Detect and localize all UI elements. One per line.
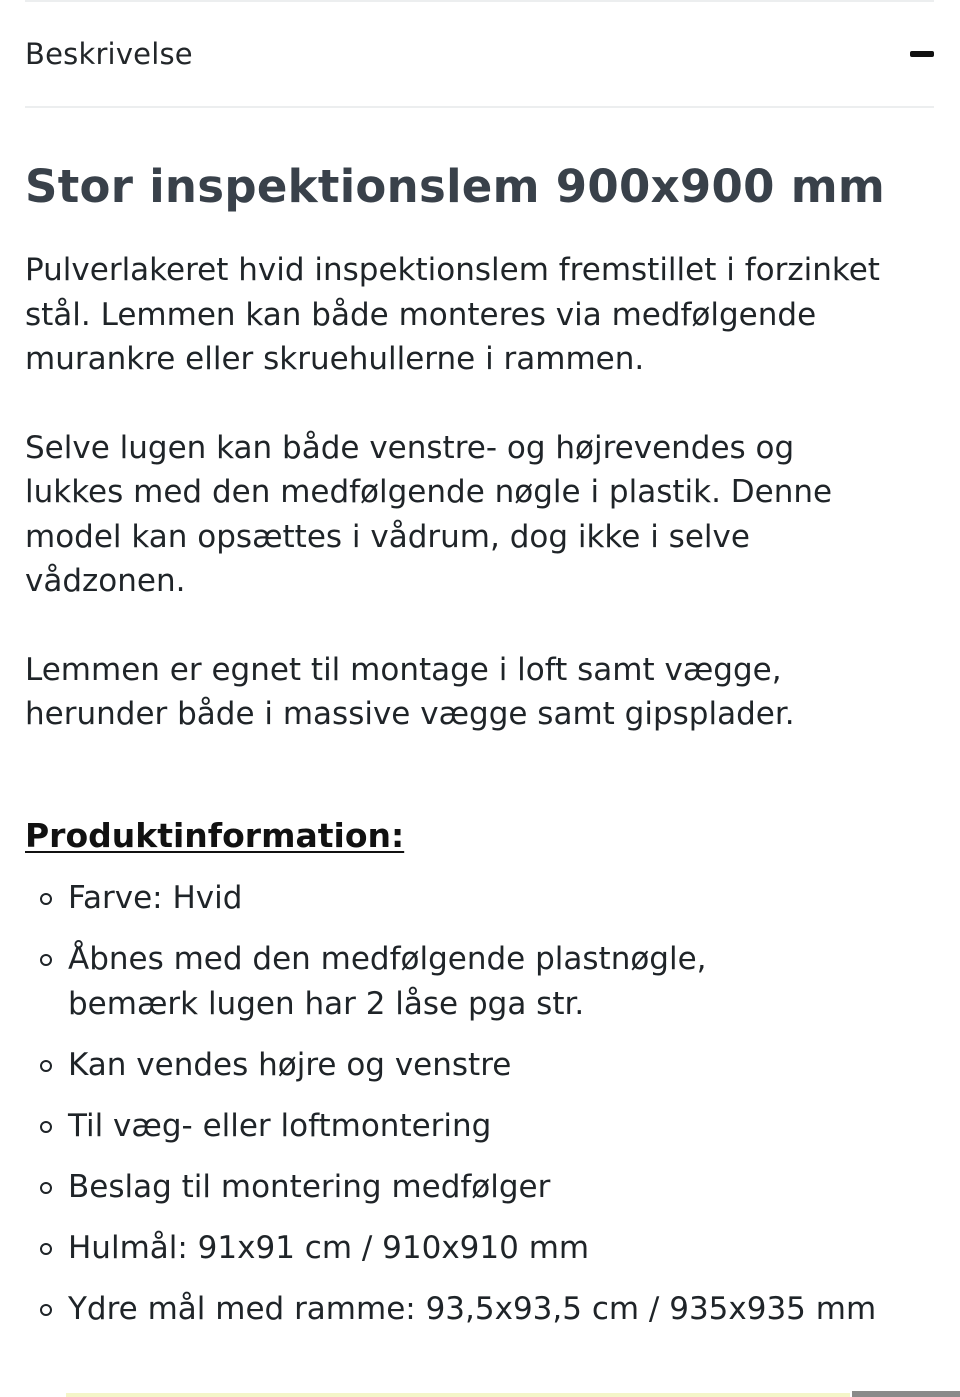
circle-bullet-icon	[40, 1243, 52, 1255]
minus-icon[interactable]	[910, 51, 934, 57]
description-paragraph: Pulverlakeret hvid inspektionslem fremstillet i forzinket stål. Lemmen kan både monteres via medfølgende murankre eller skruehullerne i rammen.	[25, 252, 880, 377]
circle-bullet-icon	[40, 893, 52, 905]
list-item	[25, 1165, 925, 1210]
list-item-text: Åbnes med den medfølgende plastnøgle,	[68, 940, 707, 977]
accordion-title: Beskrivelse	[25, 37, 193, 71]
list-item-text: Til væg- eller loftmontering	[68, 1107, 492, 1144]
bottom-scroll-indicator	[852, 1391, 960, 1397]
circle-bullet-icon	[40, 1060, 52, 1072]
list-item	[25, 937, 925, 1027]
product-info-heading: Produktinformation:	[25, 815, 405, 855]
description-paragraph: Lemmen er egnet til montage i loft samt vægge, herunder både i massive vægge samt gipsplader.	[25, 651, 795, 732]
list-item	[25, 1226, 925, 1271]
product-title: Stor inspektionslem 900x900 mm	[25, 160, 886, 213]
circle-bullet-icon	[40, 954, 52, 966]
list-item-text: Ydre mål med ramme: 93,5x93,5 cm / 935x935 mm	[68, 1290, 877, 1327]
list-item-text: Farve: Hvid	[68, 879, 243, 916]
circle-bullet-icon	[40, 1121, 52, 1133]
list-item-text: Hulmål: 91x91 cm / 910x910 mm	[68, 1229, 590, 1266]
list-item	[25, 1104, 925, 1149]
product-info-list	[25, 876, 925, 1332]
description-paragraph: Selve lugen kan både venstre- og højrevendes og lukkes med den medfølgende nøgle i plastik. Denne model kan opsættes i vådrum, dog ikke i selve vådzonen.	[25, 429, 833, 599]
description-content	[25, 150, 925, 1348]
bottom-highlight-strip	[66, 1393, 850, 1397]
list-item	[25, 876, 925, 921]
list-item-text: Kan vendes højre og venstre	[68, 1046, 512, 1083]
description-accordion-header[interactable]	[25, 2, 934, 108]
list-item-text: Beslag til montering medfølger	[68, 1168, 551, 1205]
list-item	[25, 1043, 925, 1088]
circle-bullet-icon	[40, 1304, 52, 1316]
circle-bullet-icon	[40, 1182, 52, 1194]
list-item-text: bemærk lugen har 2 låse pga str.	[68, 985, 585, 1022]
list-item	[25, 1287, 925, 1332]
